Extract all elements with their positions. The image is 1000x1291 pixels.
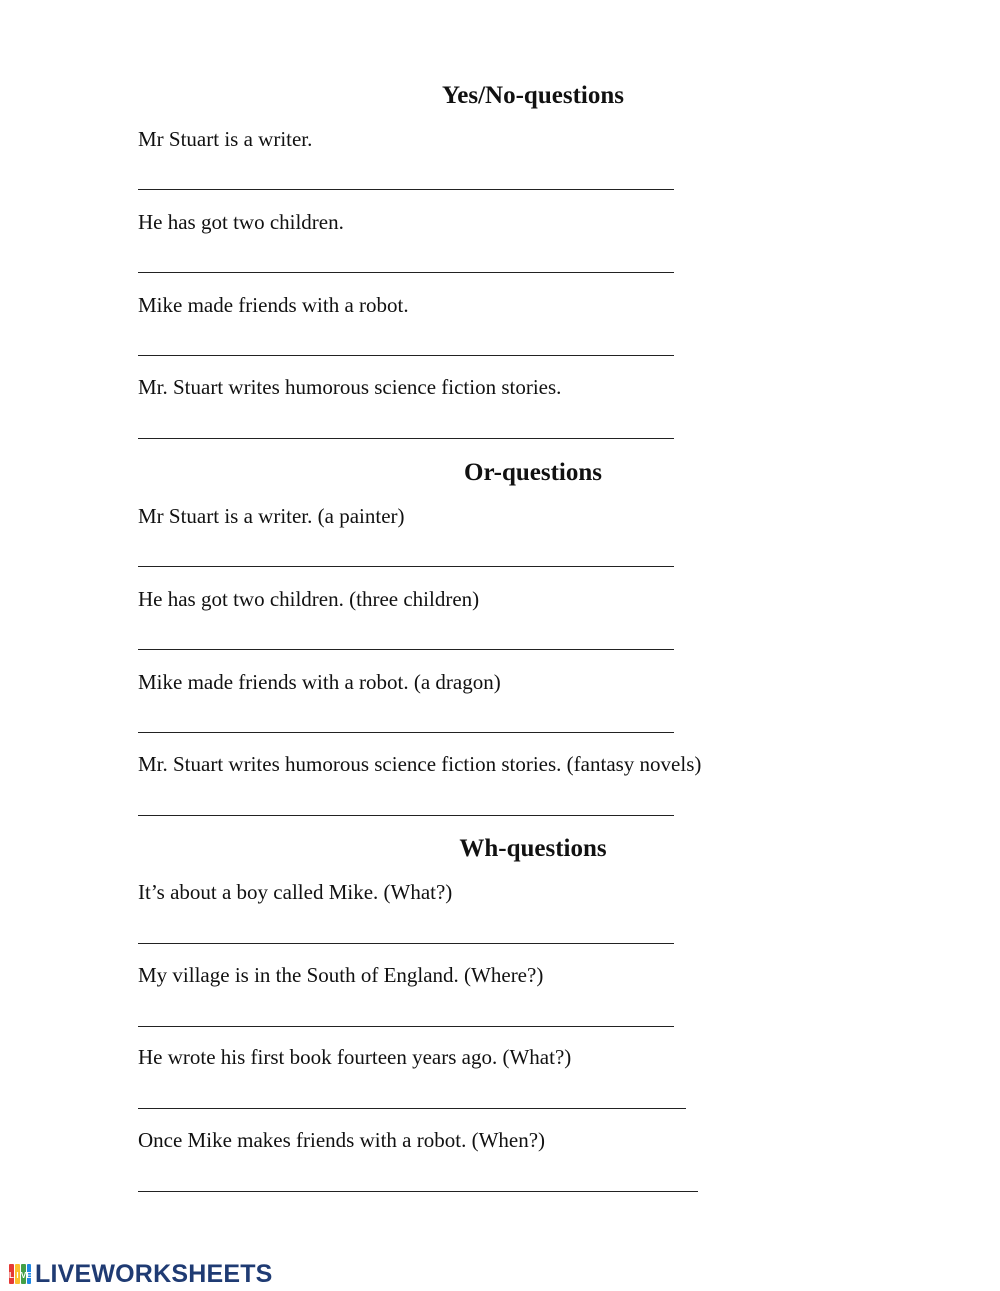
prompt-6: He has got two children. (three children): [138, 587, 480, 611]
section-title-yes-no: Yes/No-questions: [442, 82, 624, 109]
answer-line-4[interactable]: [138, 438, 674, 439]
answer-line-10[interactable]: [138, 1026, 674, 1027]
prompt-7: Mike made friends with a robot. (a dragon): [138, 670, 501, 694]
prompt-2: He has got two children.: [138, 210, 344, 234]
svg-text:E: E: [26, 1271, 32, 1280]
liveworksheets-logo: [8, 1259, 273, 1289]
section-title-wh: Wh-questions: [459, 835, 607, 862]
answer-line-2[interactable]: [138, 272, 674, 273]
answer-line-11[interactable]: [138, 1108, 686, 1109]
svg-text:L: L: [9, 1271, 14, 1280]
prompt-3: Mike made friends with a robot.: [138, 293, 409, 317]
answer-line-8[interactable]: [138, 815, 674, 816]
answer-line-3[interactable]: [138, 355, 674, 356]
section-title-or: Or-questions: [464, 459, 602, 486]
prompt-11: He wrote his first book fourteen years ago. (What?): [138, 1045, 572, 1069]
answer-line-12[interactable]: [138, 1191, 698, 1192]
prompt-1: Mr Stuart is a writer.: [138, 127, 313, 151]
prompt-4: Mr. Stuart writes humorous science fiction stories.: [138, 375, 562, 399]
liveworksheets-logo-icon: [8, 1262, 32, 1286]
prompt-9: It’s about a boy called Mike. (What?): [138, 880, 453, 904]
answer-line-5[interactable]: [138, 566, 674, 567]
prompt-8: Mr. Stuart writes humorous science fiction stories. (fantasy novels): [138, 752, 702, 776]
answer-line-1[interactable]: [138, 189, 674, 190]
answer-line-7[interactable]: [138, 732, 674, 733]
svg-text:I: I: [16, 1271, 19, 1280]
logo-text: LIVEWORKSHEETS: [35, 1259, 273, 1288]
answer-line-6[interactable]: [138, 649, 674, 650]
prompt-5: Mr Stuart is a writer. (a painter): [138, 504, 405, 528]
prompt-10: My village is in the South of England. (Where?): [138, 963, 544, 987]
svg-text:V: V: [20, 1271, 27, 1280]
answer-line-9[interactable]: [138, 943, 674, 944]
prompt-12: Once Mike makes friends with a robot. (When?): [138, 1128, 546, 1152]
